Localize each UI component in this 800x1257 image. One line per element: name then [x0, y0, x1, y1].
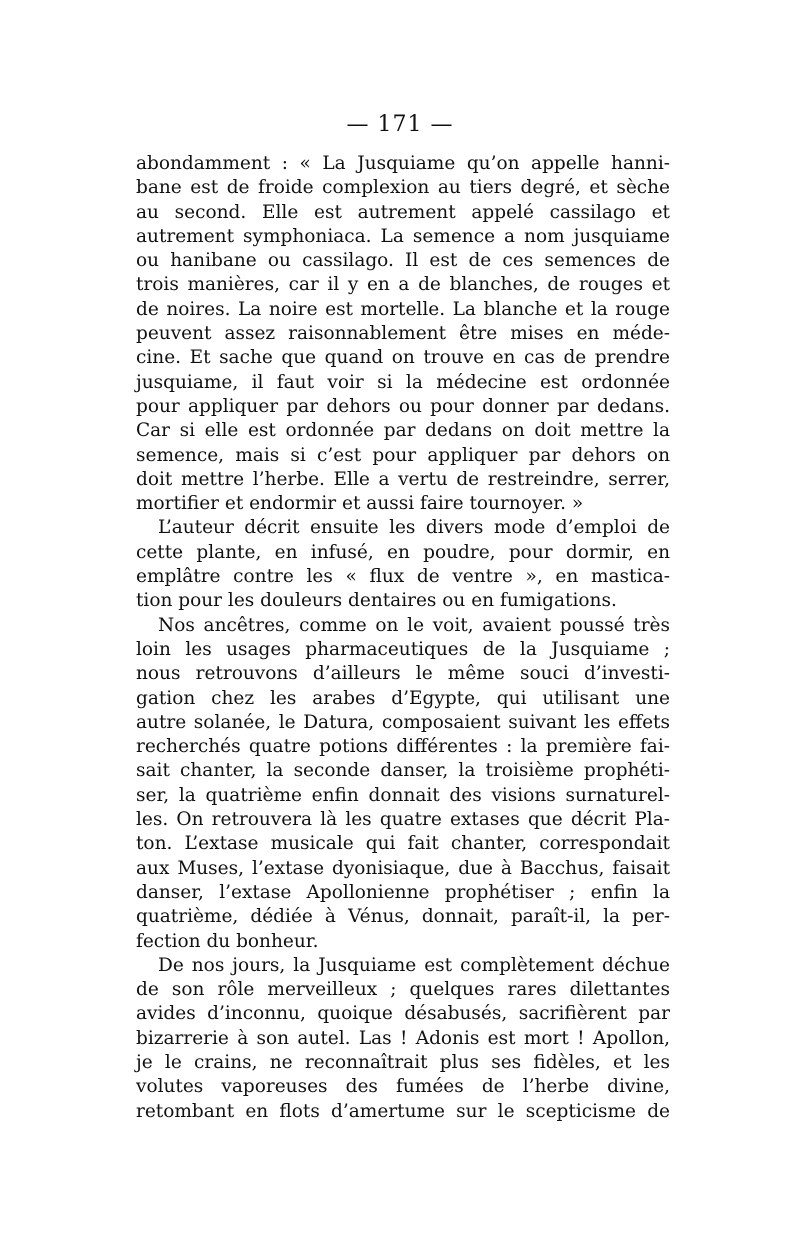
text-line: ser, la quatrième enfin donnait des visions surnaturel-: [136, 784, 670, 806]
text-line: ton. L’extase musicale qui fait chanter, correspondait: [136, 833, 670, 855]
text-line: nous retrouvons d’ailleurs le même souci d’investi-: [136, 663, 670, 685]
text-line: sait chanter, la seconde danser, la troisième prophéti-: [136, 760, 670, 782]
text-line: autre solanée, le Datura, composaient suivant les effets: [136, 711, 670, 733]
body-text: [136, 152, 670, 1124]
text-line: tion pour les douleurs dentaires ou en fumigations.: [136, 590, 617, 612]
text-line: au second. Elle est autrement appelé cassilago et: [136, 201, 670, 223]
text-line: gation chez les arabes d’Egypte, qui utilisant une: [136, 687, 670, 709]
text-line: cine. Et sache que quand on trouve en cas de prendre: [136, 347, 670, 369]
text-line: les. On retrouvera là les quatre extases que décrit Pla-: [136, 809, 670, 831]
text-line: avides d’inconnu, quoique désabusés, sacrifièrent par: [136, 1003, 670, 1025]
text-line: de noires. La noire est mortelle. La blanche et la rouge: [136, 298, 670, 320]
text-line: peuvent assez raisonnablement être mises en méde-: [136, 323, 670, 345]
text-line: quatrième, dédiée à Vénus, donnait, paraît-il, la per-: [136, 906, 670, 928]
text-line: loin les usages pharmaceutiques de la Jusquiame ;: [136, 638, 670, 660]
text-line: bane est de froide complexion au tiers degré, et sèche: [136, 177, 670, 199]
text-line: L’auteur décrit ensuite les divers mode d’emploi de: [158, 517, 670, 539]
text-line: abondamment : « La Jusquiame qu’on appelle hanni-: [136, 153, 670, 174]
text-line: autrement symphoniaca. La semence a nom jusquiame: [136, 225, 670, 247]
page-number: — 171 —: [346, 112, 454, 137]
text-line: mortifier et endormir et aussi faire tournoyer. »: [136, 493, 584, 515]
text-line: Car si elle est ordonnée par dedans on doit mettre la: [136, 420, 670, 442]
text-line: emplâtre contre les « flux de ventre », en mastica-: [136, 566, 670, 588]
text-line: Nos ancêtres, comme on le voit, avaient poussé très: [158, 614, 670, 636]
text-line: jusquiame, il faut voir si la médecine est ordonnée: [136, 371, 670, 393]
text-line: semence, mais si c’est pour appliquer par dehors on: [136, 444, 670, 466]
text-line: recherchés quatre potions différentes : la première fai-: [136, 736, 670, 758]
text-line: bizarrerie à son autel. Las ! Adonis est mort ! Apollon,: [136, 1027, 670, 1049]
text-line: De nos jours, la Jusquiame est complètement déchue: [158, 954, 670, 976]
text-line: je le crains, ne reconnaîtrait plus ses fidèles, et les: [136, 1051, 670, 1073]
text-line: ou hanibane ou cassilago. Il est de ces semences de: [136, 250, 670, 272]
text-line: fection du bonheur.: [136, 930, 319, 952]
text-line: doit mettre l’herbe. Elle a vertu de restreindre, serrer,: [136, 468, 670, 490]
text-line: trois manières, car il y en a de blanches, de rouges et: [136, 274, 670, 296]
text-line: volutes vaporeuses des fumées de l’herbe divine,: [136, 1076, 670, 1098]
text-line: aux Muses, l’extase dyonisiaque, due à Bacchus, faisait: [136, 857, 670, 879]
text-line: danser, l’extase Apollonienne prophétiser ; enfin la: [136, 881, 670, 903]
text-line: retombant en flots d’amertume sur le scepticisme de: [136, 1100, 670, 1122]
text-line: de son rôle merveilleux ; quelques rares dilettantes: [136, 979, 670, 1001]
text-line: pour appliquer par dehors ou pour donner par dedans.: [136, 395, 670, 417]
text-line: cette plante, en infusé, en poudre, pour dormir, en: [136, 541, 670, 563]
